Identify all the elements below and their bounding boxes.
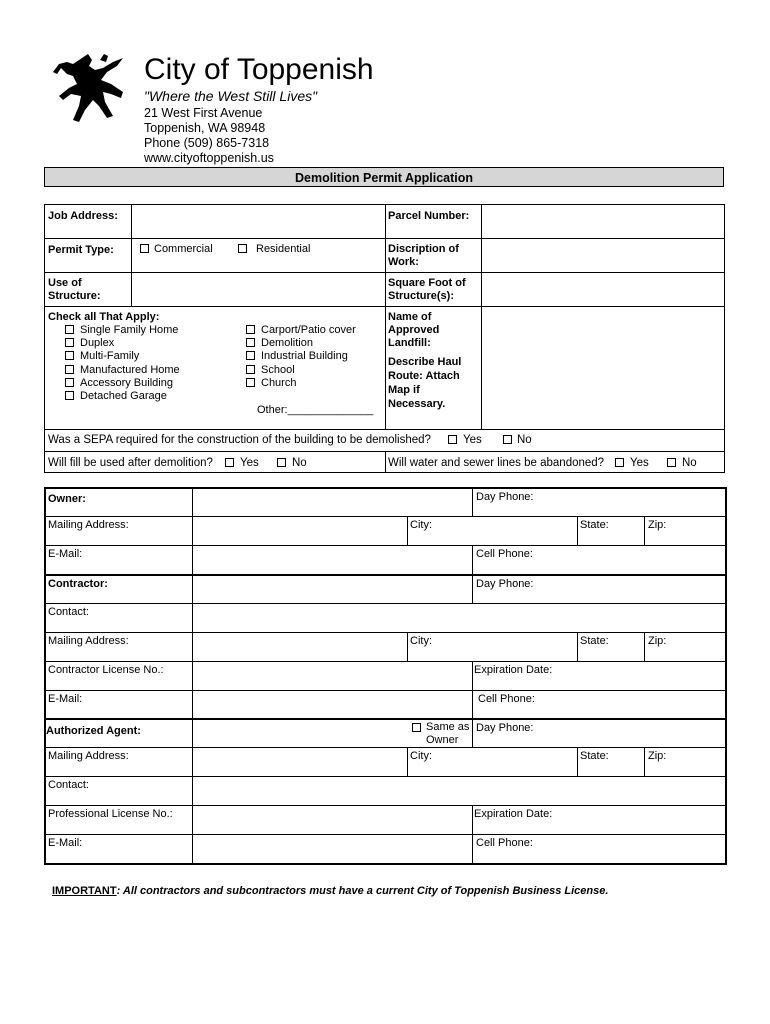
parcel-number-label: Parcel Number:	[388, 210, 470, 222]
same-as-owner-label-2: Owner	[426, 734, 459, 746]
divider	[385, 204, 386, 429]
manufactured-home-checkbox[interactable]	[65, 365, 74, 374]
landfill-label-2: Approved	[388, 324, 440, 336]
accessory-building-checkbox[interactable]	[65, 378, 74, 387]
important-label: IMPORTANT	[52, 885, 117, 897]
divider	[472, 661, 473, 719]
landfill-label-3: Landfill:	[388, 337, 431, 349]
use-of-structure-field[interactable]	[133, 274, 383, 304]
fill-no-label: No	[292, 457, 307, 469]
contractor-contact-label: Contact:	[48, 606, 89, 618]
fill-yes-checkbox[interactable]	[225, 458, 234, 467]
divider	[472, 718, 473, 747]
church-checkbox[interactable]	[246, 378, 255, 387]
agent-state-label: State:	[580, 750, 609, 762]
divider	[481, 204, 482, 429]
divider	[44, 834, 727, 835]
agent-label: Authorized Agent:	[46, 725, 141, 737]
city-title: City of Toppenish	[144, 53, 374, 86]
divider	[44, 603, 727, 604]
other-field[interactable]: Other:______________	[257, 404, 374, 416]
job-address-label: Job Address:	[48, 210, 118, 222]
same-as-owner-label: Same as	[426, 721, 470, 733]
divider	[577, 516, 578, 545]
haul-route-label-2: Route: Attach	[388, 370, 460, 382]
important-note	[52, 885, 608, 897]
agent-cell-label: Cell Phone:	[476, 837, 533, 849]
fill-question: Will fill be used after demolition?	[48, 457, 213, 469]
divider	[44, 429, 725, 430]
divider	[407, 516, 408, 545]
divider	[44, 545, 727, 546]
contractor-label: Contractor:	[48, 578, 108, 590]
contractor-state-label: State:	[580, 635, 609, 647]
agent-contact-label: Contact:	[48, 779, 89, 791]
use-of-structure-label: Use of	[48, 277, 82, 289]
multi-family-label: Multi-Family	[80, 350, 140, 362]
divider	[192, 487, 193, 864]
fill-no-checkbox[interactable]	[277, 458, 286, 467]
divider	[644, 632, 645, 661]
owner-email-label: E-Mail:	[48, 548, 83, 560]
water-no-checkbox[interactable]	[667, 458, 676, 467]
contractor-mailing-label: Mailing Address:	[48, 635, 129, 647]
important-text: : All contractors and subcontractors must have a current City of Toppenish Business License.	[116, 885, 609, 897]
single-family-label: Single Family Home	[80, 324, 179, 336]
phone-number: Phone (509) 865-7318	[144, 136, 270, 150]
agent-mailing-label: Mailing Address:	[48, 750, 129, 762]
agent-city-label: City:	[410, 750, 432, 762]
residential-checkbox[interactable]	[238, 244, 247, 253]
water-yes-checkbox[interactable]	[615, 458, 624, 467]
haul-route-label-4: Necessary.	[388, 398, 446, 410]
detached-garage-checkbox[interactable]	[65, 391, 74, 400]
contractor-zip-label: Zip:	[648, 635, 667, 647]
form-title: Demolition Permit Application	[44, 167, 724, 187]
contractor-city-label: City:	[410, 635, 432, 647]
sepa-yes-checkbox[interactable]	[448, 435, 457, 444]
divider	[44, 632, 727, 633]
owner-day-phone-label: Day Phone:	[476, 491, 534, 503]
divider	[44, 574, 727, 576]
water-yes-label: Yes	[630, 457, 649, 469]
job-address-field[interactable]	[133, 206, 383, 236]
divider	[385, 451, 386, 473]
agent-expiration-label: Expiration Date:	[474, 808, 553, 820]
divider	[44, 805, 727, 806]
divider	[407, 747, 408, 776]
divider	[472, 487, 473, 516]
contractor-expiration-label: Expiration Date:	[474, 664, 553, 676]
landfill-label: Name of	[388, 311, 432, 323]
divider	[407, 632, 408, 661]
detached-garage-label: Detached Garage	[80, 390, 167, 402]
residential-label: Residential	[256, 243, 311, 255]
contractor-email-label: E-Mail:	[48, 693, 83, 705]
manufactured-home-label: Manufactured Home	[80, 364, 180, 376]
commercial-checkbox[interactable]	[140, 244, 149, 253]
sepa-no-checkbox[interactable]	[503, 435, 512, 444]
contractor-cell-label: Cell Phone:	[478, 693, 535, 705]
divider	[644, 516, 645, 545]
school-checkbox[interactable]	[246, 365, 255, 374]
website: www.cityoftoppenish.us	[144, 151, 274, 165]
contractor-day-phone-label: Day Phone:	[476, 578, 534, 590]
agent-license-label: Professional License No.:	[48, 808, 173, 820]
duplex-label: Duplex	[80, 337, 115, 349]
square-foot-label-2: Structure(s):	[388, 290, 455, 302]
permit-type-label: Permit Type:	[48, 244, 114, 256]
agent-day-phone-label: Day Phone:	[476, 722, 534, 734]
divider	[472, 805, 473, 864]
owner-zip-label: Zip:	[648, 519, 667, 531]
divider	[577, 632, 578, 661]
street-address: 21 West First Avenue	[144, 106, 263, 120]
haul-route-label: Describe Haul	[388, 356, 462, 368]
divider	[644, 747, 645, 776]
use-of-structure-label-2: Structure:	[48, 290, 101, 302]
description-label-2: Work:	[388, 256, 419, 268]
agent-email-label: E-Mail:	[48, 837, 83, 849]
agent-zip-label: Zip:	[648, 750, 667, 762]
bucking-horse-logo	[52, 52, 134, 136]
owner-state-label: State:	[580, 519, 609, 531]
divider	[44, 747, 727, 748]
description-field[interactable]	[483, 240, 723, 270]
description-label: Discription of	[388, 243, 459, 255]
sepa-question: Was a SEPA required for the construction of the building to be demolished?	[48, 434, 431, 446]
divider	[44, 718, 727, 720]
school-label: School	[261, 364, 295, 376]
divider	[472, 545, 473, 603]
church-label: Church	[261, 377, 297, 389]
owner-mailing-label: Mailing Address:	[48, 519, 129, 531]
carport-checkbox[interactable]	[246, 325, 255, 334]
city-state-zip: Toppenish, WA 98948	[144, 121, 266, 135]
multi-family-checkbox[interactable]	[65, 351, 74, 360]
same-as-owner-checkbox[interactable]	[412, 723, 421, 732]
industrial-building-label: Industrial Building	[261, 350, 348, 362]
water-sewer-question: Will water and sewer lines be abandoned?	[388, 457, 605, 469]
demolition-label: Demolition	[261, 337, 313, 349]
divider	[44, 516, 727, 517]
square-foot-field[interactable]	[483, 274, 723, 304]
water-no-label: No	[682, 457, 697, 469]
square-foot-label: Square Foot of	[388, 277, 466, 289]
accessory-building-label: Accessory Building	[80, 377, 173, 389]
landfill-haul-field[interactable]	[483, 308, 723, 427]
haul-route-label-3: Map if	[388, 384, 420, 396]
contractor-license-label: Contractor License No.:	[48, 664, 164, 676]
sepa-yes-label: Yes	[463, 434, 482, 446]
duplex-checkbox[interactable]	[65, 338, 74, 347]
owner-label: Owner:	[48, 493, 86, 505]
single-family-checkbox[interactable]	[65, 325, 74, 334]
divider	[131, 204, 132, 306]
demolition-checkbox[interactable]	[246, 338, 255, 347]
divider	[44, 661, 727, 662]
sepa-no-label: No	[517, 434, 532, 446]
check-all-label: Check all That Apply:	[48, 311, 160, 323]
divider	[44, 776, 727, 777]
owner-cell-label: Cell Phone:	[476, 548, 533, 560]
owner-city-label: City:	[410, 519, 432, 531]
parcel-number-field[interactable]	[483, 206, 723, 236]
fill-yes-label: Yes	[240, 457, 259, 469]
city-slogan: "Where the West Still Lives"	[144, 88, 318, 104]
carport-label: Carport/Patio cover	[261, 324, 356, 336]
divider	[44, 690, 727, 691]
commercial-label: Commercial	[154, 243, 213, 255]
divider	[577, 747, 578, 776]
industrial-building-checkbox[interactable]	[246, 351, 255, 360]
